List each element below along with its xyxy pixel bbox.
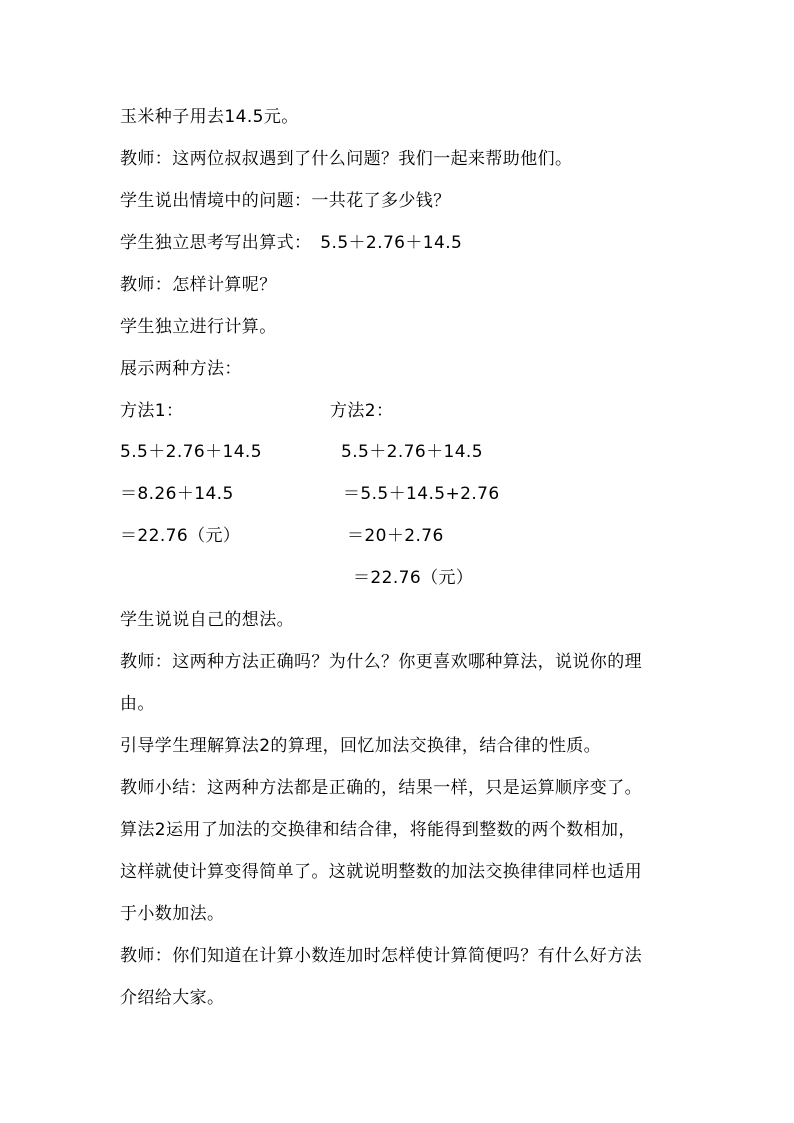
method2-step: ＝22.76（元） <box>353 568 474 588</box>
paragraph-line: 这样就使计算变得简单了。这就说明整数的加法交换律律同样也适用 <box>120 862 642 882</box>
paragraph-line: 学生独立思考写出算式： 5.5＋2.76＋14.5 <box>120 233 463 253</box>
paragraph-line: 学生说说自己的想法。 <box>120 610 294 630</box>
paragraph-line: 教师小结：这两种方法都是正确的，结果一样，只是运算顺序变了。 <box>120 778 642 798</box>
paragraph-line: 展示两种方法： <box>120 359 242 379</box>
method1-step: ＝22.76（元） <box>120 526 241 546</box>
paragraph-line: 教师：这两位叔叔遇到了什么问题？我们一起来帮助他们。 <box>120 149 573 169</box>
paragraph-line: 教师：怎样计算呢？ <box>120 275 277 295</box>
method1-step: 5.5＋2.76＋14.5 <box>120 442 262 462</box>
method2-step: ＝20＋2.76 <box>347 526 444 546</box>
paragraph-line: 于小数加法。 <box>120 904 225 924</box>
method2-step: ＝5.5＋14.5+2.76 <box>343 484 500 504</box>
paragraph-line: 算法2运用了加法的交换律和结合律，将能得到整数的两个数相加， <box>120 820 636 840</box>
paragraph-line: 教师：这两种方法正确吗？为什么？你更喜欢哪种算法，说说你的理 <box>120 652 642 672</box>
paragraph-line: 学生独立进行计算。 <box>120 317 277 337</box>
method2-title: 方法2： <box>330 401 394 421</box>
paragraph-line: 由。 <box>120 694 155 714</box>
paragraph-line: 引导学生理解算法2的算理，回忆加法交换律，结合律的性质。 <box>120 736 602 756</box>
method1-step: ＝8.26＋14.5 <box>120 484 234 504</box>
paragraph-line: 教师：你们知道在计算小数连加时怎样使计算简便吗？有什么好方法 <box>120 946 642 966</box>
paragraph-line: 玉米种子用去14.5元。 <box>120 107 299 127</box>
paragraph-line: 介绍给大家。 <box>120 988 225 1008</box>
method1-title: 方法1： <box>120 401 184 421</box>
paragraph-line: 学生说出情境中的问题：一共花了多少钱？ <box>120 191 451 211</box>
method2-step: 5.5＋2.76＋14.5 <box>341 442 483 462</box>
